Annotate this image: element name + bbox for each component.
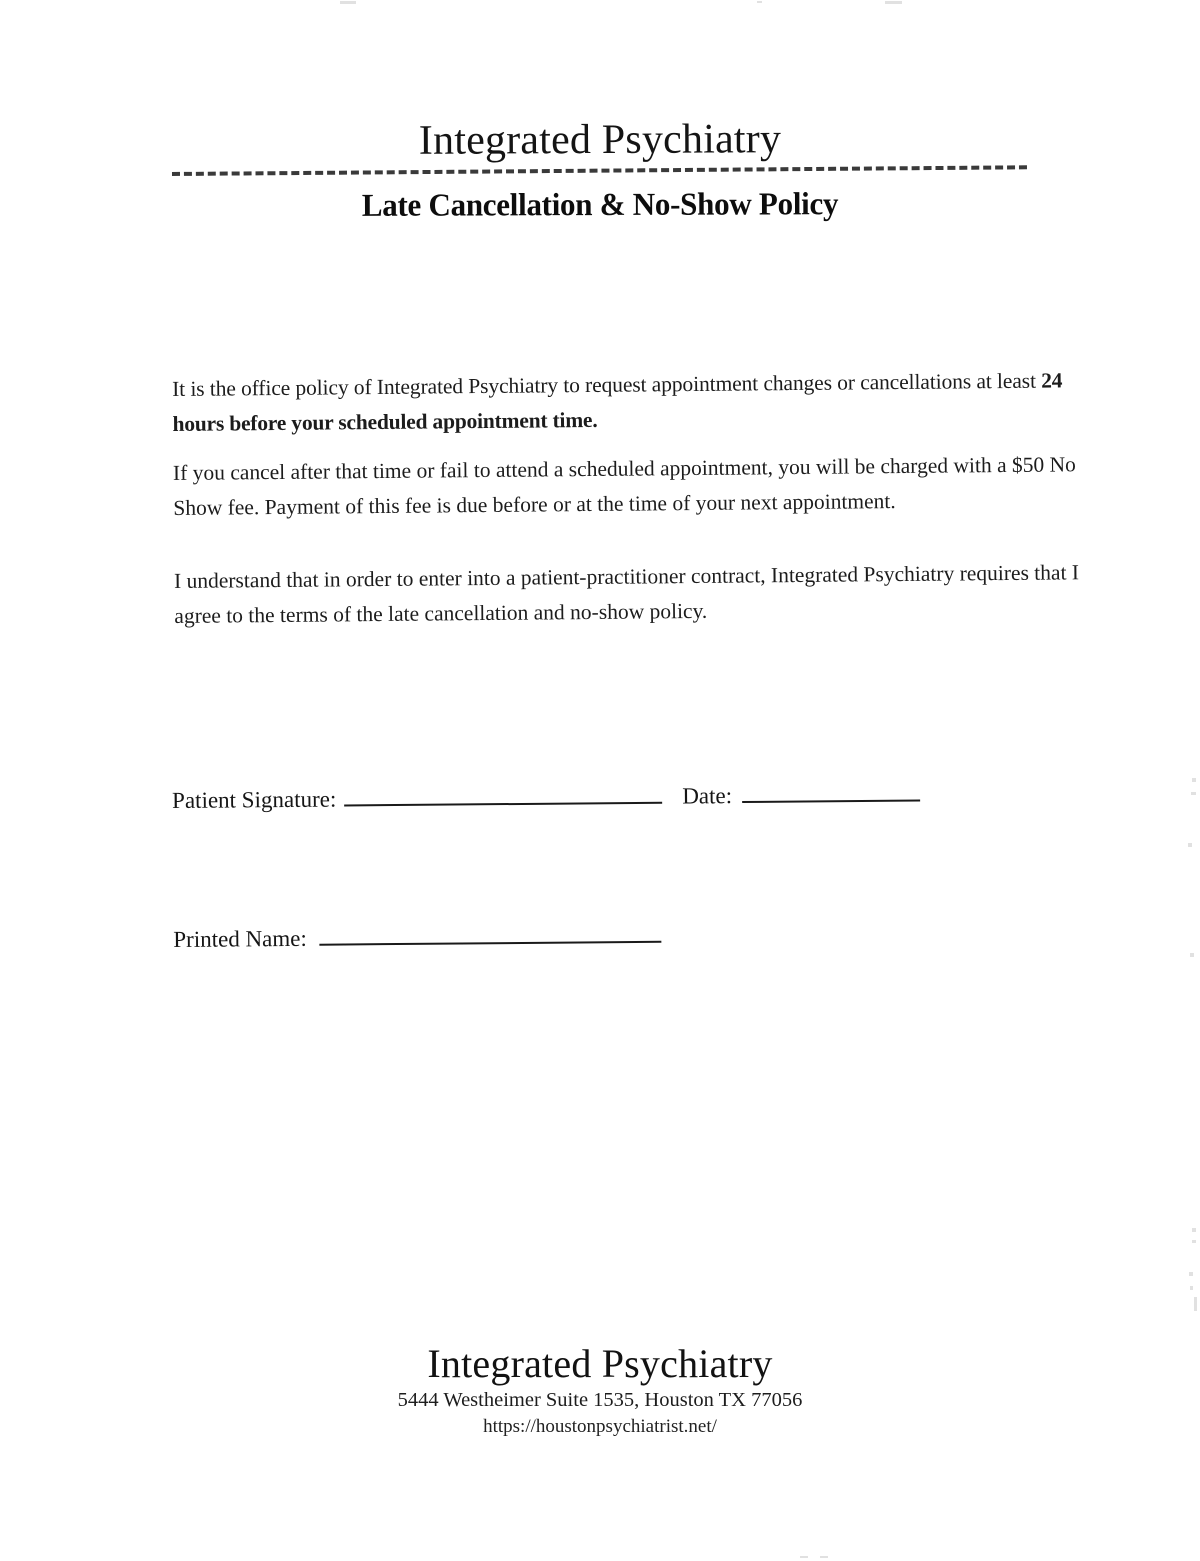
document-footer [0, 1342, 1200, 1438]
scan-artifact [800, 1556, 808, 1558]
scan-artifact [1192, 1240, 1196, 1243]
scan-artifact [1190, 1286, 1193, 1290]
scan-artifact [1190, 953, 1194, 957]
policy-paragraph-3: I understand that in order to enter into a patient-practitioner contract, Integrated Psychiatry requires that I agree to the terms of the late cancellation and no-show policy. [173, 560, 1080, 628]
patient-signature-field[interactable] [344, 802, 662, 807]
patient-signature-label: Patient Signature: [172, 786, 337, 813]
page-subtitle: Late Cancellation & No-Show Policy [361, 185, 839, 223]
date-field[interactable] [742, 799, 920, 803]
scan-artifact [885, 1, 902, 4]
footer-address: 5444 Westheimer Suite 1535, Houston TX 77056 [397, 1389, 803, 1411]
date-label: Date: [682, 783, 733, 809]
footer-website-link[interactable]: https://houstonpsychiatrist.net/ [483, 1415, 717, 1437]
signature-section [172, 780, 1073, 953]
printed-name-label: Printed Name: [173, 925, 307, 952]
scan-artifact [340, 1, 356, 4]
policy-paragraph-1 [172, 363, 1113, 442]
scan-artifact [1192, 1228, 1196, 1232]
patient-signature-row [172, 780, 1072, 814]
page-title: Integrated Psychiatry [418, 116, 782, 164]
policy-paragraph-1-emphasis: 24 hours before your scheduled appointment time. [172, 368, 1063, 436]
footer-practice-name: Integrated Psychiatry [427, 1341, 773, 1386]
scan-artifact [757, 1, 762, 3]
document-header [0, 116, 1200, 223]
scan-artifact [1194, 1297, 1197, 1311]
scan-artifact [1192, 778, 1196, 782]
scan-artifact [1191, 792, 1196, 795]
printed-name-row [173, 919, 1073, 953]
policy-body [172, 363, 1114, 634]
printed-name-field[interactable] [319, 941, 661, 946]
scan-artifact [820, 1556, 828, 1558]
scan-artifact [1188, 843, 1192, 847]
scan-artifact [1189, 1272, 1193, 1276]
policy-paragraph-1-intro: It is the office policy of Integrated Psychiatry to request appointment changes or cancellations at least [172, 368, 1042, 401]
policy-paragraph-2: If you cancel after that time or fail to attend a scheduled appointment, you will be charged with a $50 No Show fee. Payment of this fee is due before or at the time of your next appointment. [172, 452, 1076, 520]
dashed-divider [172, 165, 1027, 176]
